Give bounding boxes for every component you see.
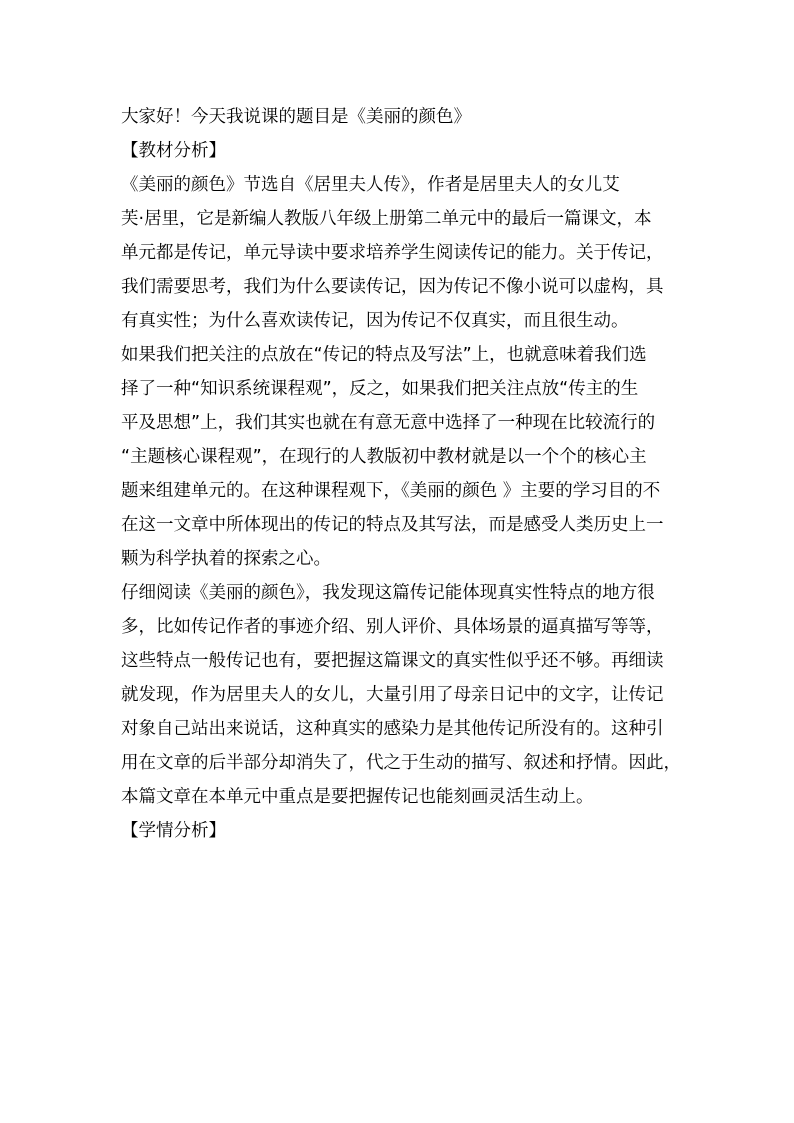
text-line: 在这一文章中所体现出的传记的特点及其写法，而是感受人类历史上一 bbox=[121, 515, 664, 535]
text-line: 用在文章的后半部分却消失了，代之于生动的描写、叙述和抒情。因此， bbox=[121, 753, 681, 773]
intro-line: 大家好！今天我说课的题目是《美丽的颜色》 bbox=[121, 107, 471, 127]
text-line: 我们需要思考，我们为什么要读传记，因为传记不像小说可以虚构，具 bbox=[121, 277, 664, 297]
text-line: 颗为科学执着的探索之心。 bbox=[121, 549, 331, 569]
text-line: 择了一种“知识系统课程观”，反之，如果我们把关注点放“传主的生 bbox=[121, 379, 639, 399]
text-line: 《美丽的颜色》节选自《居里夫人传》，作者是居里夫人的女儿艾 bbox=[121, 175, 620, 195]
paragraph-close-reading bbox=[121, 576, 681, 814]
text-line: 单元都是传记，单元导读中要求培养学生阅读传记的能力。关于传记， bbox=[121, 243, 664, 263]
text-line: 本篇文章在本单元中重点是要把握传记也能刻画灵活生动上。 bbox=[121, 787, 594, 807]
text-line: 仔细阅读《美丽的颜色》，我发现这篇传记能体现真实性特点的地方很 bbox=[121, 583, 655, 603]
paragraph-textbook-source bbox=[121, 168, 676, 338]
document-body bbox=[121, 100, 681, 848]
text-line: 题来组建单元的。在这种课程观下，《美丽的颜色 》主要的学习目的不 bbox=[121, 481, 661, 501]
text-line: 对象自己站出来说话，这种真实的感染力是其他传记所没有的。这种引 bbox=[121, 719, 664, 739]
text-line: 芙·居里，它是新编人教版八年级上册第二单元中的最后一篇课文，本 bbox=[121, 209, 652, 229]
text-line: 就发现，作为居里夫人的女儿，大量引用了母亲日记中的文字，让传记 bbox=[121, 685, 664, 705]
text-line: 平及思想”上，我们其实也就在有意无意中选择了一种现在比较流行的 bbox=[121, 413, 656, 433]
section-title-student-analysis: 【学情分析】 bbox=[121, 821, 226, 841]
paragraph-curriculum-view bbox=[121, 338, 676, 576]
text-line: 多，比如传记作者的事迹介绍、别人评价、具体场景的逼真描写等等， bbox=[121, 617, 664, 637]
text-line: “主题核心课程观”，在现行的人教版初中教材就是以一个个的核心主 bbox=[121, 447, 647, 467]
text-line: 有真实性；为什么喜欢读传记，因为传记不仅真实，而且很生动。 bbox=[121, 311, 629, 331]
text-line: 如果我们把关注的点放在“传记的特点及写法”上，也就意味着我们选 bbox=[121, 345, 647, 365]
section-title-textbook-analysis: 【教材分析】 bbox=[121, 141, 226, 161]
text-line: 这些特点一般传记也有，要把握这篇课文的真实性似乎还不够。再细读 bbox=[121, 651, 664, 671]
